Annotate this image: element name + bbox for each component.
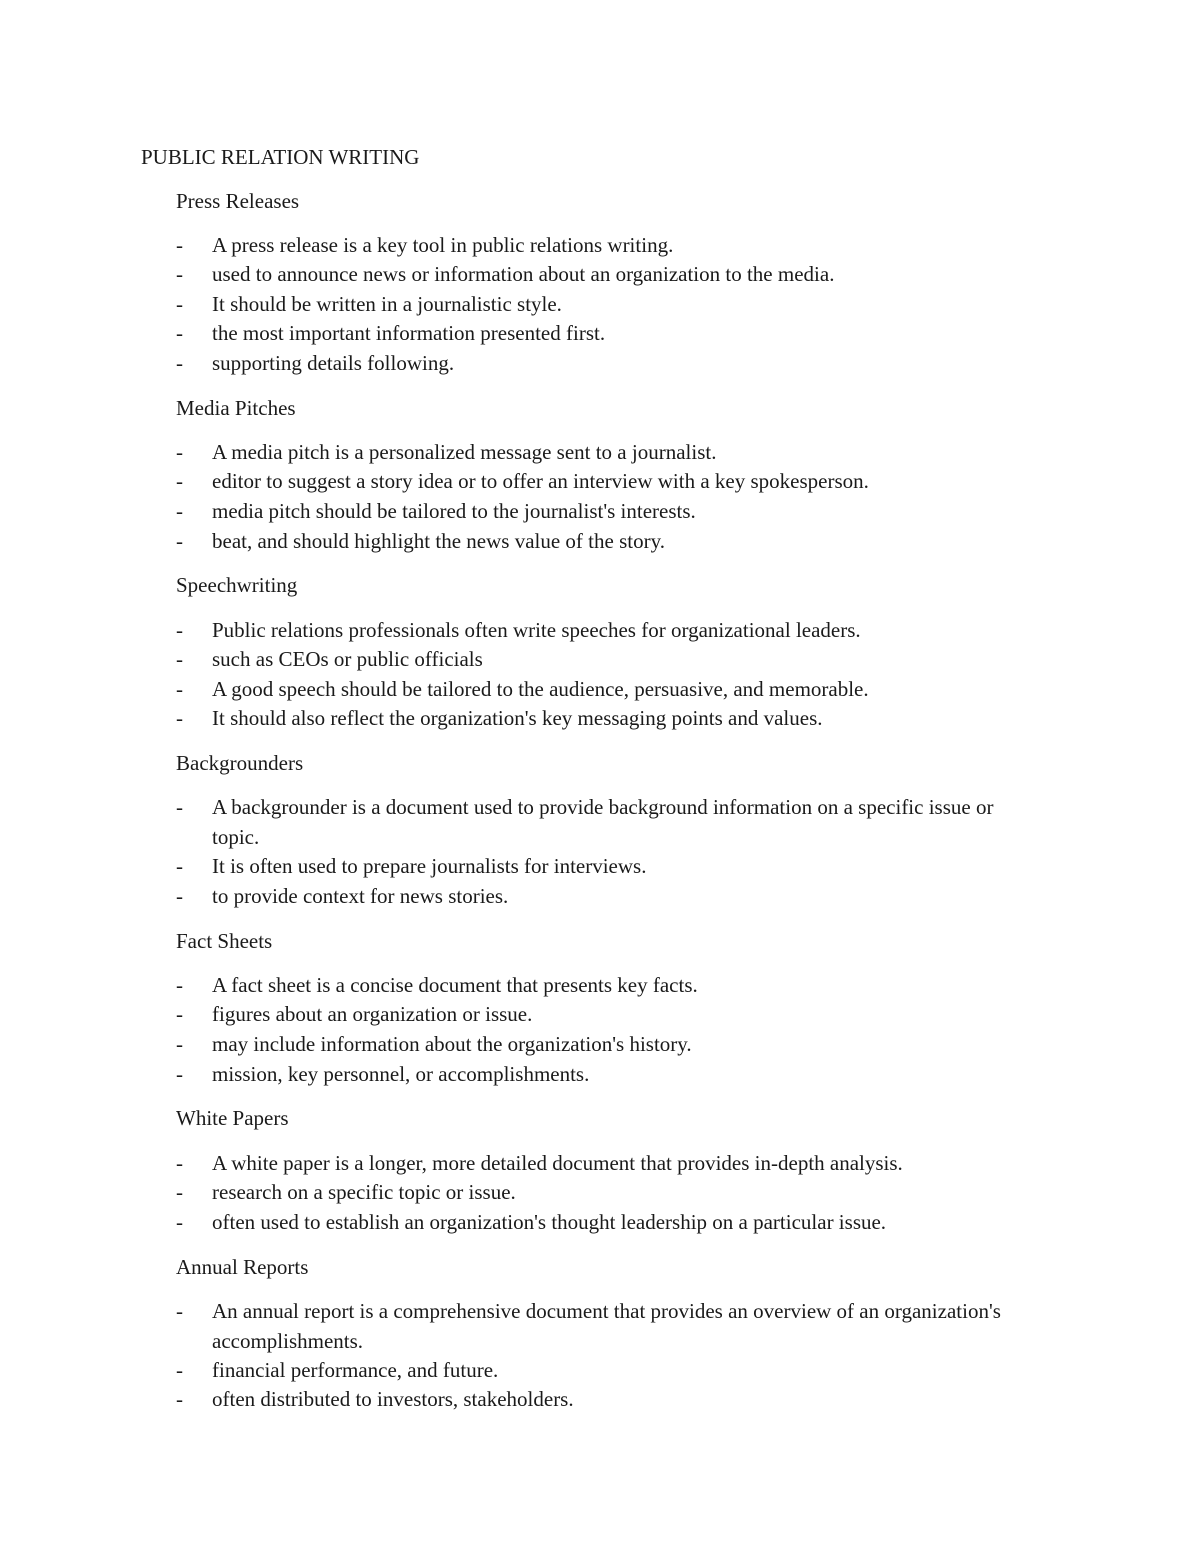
list-item [176, 1149, 1036, 1179]
list-item [176, 882, 1036, 912]
bullet-dash: - [176, 1210, 183, 1234]
list-item-text: supporting details following. [212, 351, 455, 375]
list-item [176, 260, 1036, 290]
list-item [176, 467, 1036, 497]
list-item [176, 852, 1036, 882]
bullet-dash: - [176, 677, 183, 701]
list-item-text: editor to suggest a story idea or to offer an interview with a key spokesperson. [212, 469, 869, 493]
bullet-dash: - [176, 499, 183, 523]
list-item [176, 704, 1036, 734]
list-item-text: beat, and should highlight the news value of the story. [212, 529, 665, 553]
list-item [176, 971, 1036, 1001]
bullet-dash: - [176, 351, 183, 375]
bullet-dash: - [176, 1180, 183, 1204]
list-item-text: A media pitch is a personalized message sent to a journalist. [212, 440, 717, 464]
list-item [176, 793, 1036, 852]
section-heading-press-releases: Press Releases [176, 189, 300, 213]
list-item [176, 1178, 1036, 1208]
bullet-dash: - [176, 1002, 183, 1026]
list-item-text: financial performance, and future. [212, 1358, 499, 1382]
list-item-text: A backgrounder is a document used to provide background information on a specific issue or topic. [212, 795, 994, 849]
list-item [176, 497, 1036, 527]
bullet-dash: - [176, 1151, 183, 1175]
list-item-text: to provide context for news stories. [212, 884, 509, 908]
list-item-text: the most important information presented first. [212, 321, 606, 345]
list-item-text: It should be written in a journalistic style. [212, 292, 562, 316]
section-heading-media-pitches: Media Pitches [176, 396, 296, 420]
bullet-dash: - [176, 647, 183, 671]
list-item-text: figures about an organization or issue. [212, 1002, 533, 1026]
list-item-text: often distributed to investors, stakeholders. [212, 1387, 574, 1411]
list-item [176, 438, 1036, 468]
list-item [176, 1208, 1036, 1238]
bullet-dash: - [176, 262, 183, 286]
list-item [176, 1030, 1036, 1060]
bullet-dash: - [176, 529, 183, 553]
bullet-dash: - [176, 233, 183, 257]
list-item [176, 1000, 1036, 1030]
list-item-text: A good speech should be tailored to the audience, persuasive, and memorable. [212, 677, 869, 701]
list-item-text: media pitch should be tailored to the journalist's interests. [212, 499, 696, 523]
section-heading-white-papers: White Papers [176, 1106, 289, 1130]
list-item [176, 616, 1036, 646]
list-item [176, 1060, 1036, 1090]
list-item-text: may include information about the organization's history. [212, 1032, 692, 1056]
bullet-dash: - [176, 321, 183, 345]
list-item-text: used to announce news or information about an organization to the media. [212, 262, 835, 286]
list-item-text: A white paper is a longer, more detailed document that provides in-depth analysis. [212, 1151, 903, 1175]
list-item [176, 645, 1036, 675]
list-item-text: It is often used to prepare journalists for interviews. [212, 854, 647, 878]
list-item-text: Public relations professionals often write speeches for organizational leaders. [212, 618, 861, 642]
list-item [176, 1356, 1036, 1386]
bullet-dash: - [176, 1387, 183, 1411]
list-item-text: mission, key personnel, or accomplishments. [212, 1062, 590, 1086]
list-item [176, 231, 1036, 261]
list-item-text: A press release is a key tool in public relations writing. [212, 233, 674, 257]
bullet-dash: - [176, 884, 183, 908]
list-item [176, 1297, 1036, 1356]
bullet-dash: - [176, 1358, 183, 1382]
list-item [176, 290, 1036, 320]
list-item-text: such as CEOs or public officials [212, 647, 483, 671]
bullet-dash: - [176, 1032, 183, 1056]
list-item-text: It should also reflect the organization's key messaging points and values. [212, 706, 823, 730]
list-item-text: A fact sheet is a concise document that presents key facts. [212, 973, 698, 997]
bullet-dash: - [176, 706, 183, 730]
document-title: PUBLIC RELATION WRITING [141, 145, 420, 169]
bullet-dash: - [176, 292, 183, 316]
bullet-dash: - [176, 1299, 183, 1323]
bullet-dash: - [176, 469, 183, 493]
list-item [176, 675, 1036, 705]
list-item-text: often used to establish an organization's thought leadership on a particular issue. [212, 1210, 887, 1234]
list-item-text: An annual report is a comprehensive document that provides an overview of an organization's accomplishments. [212, 1299, 1001, 1353]
bullet-dash: - [176, 795, 183, 819]
section-heading-backgrounders: Backgrounders [176, 751, 304, 775]
list-item [176, 527, 1036, 557]
list-item-text: research on a specific topic or issue. [212, 1180, 516, 1204]
section-heading-speechwriting: Speechwriting [176, 573, 298, 597]
bullet-dash: - [176, 973, 183, 997]
list-item [176, 319, 1036, 349]
bullet-dash: - [176, 1062, 183, 1086]
bullet-dash: - [176, 618, 183, 642]
section-heading-annual-reports: Annual Reports [176, 1255, 309, 1279]
list-item [176, 349, 1036, 379]
bullet-dash: - [176, 854, 183, 878]
bullet-dash: - [176, 440, 183, 464]
section-heading-fact-sheets: Fact Sheets [176, 929, 273, 953]
list-item [176, 1385, 1036, 1415]
